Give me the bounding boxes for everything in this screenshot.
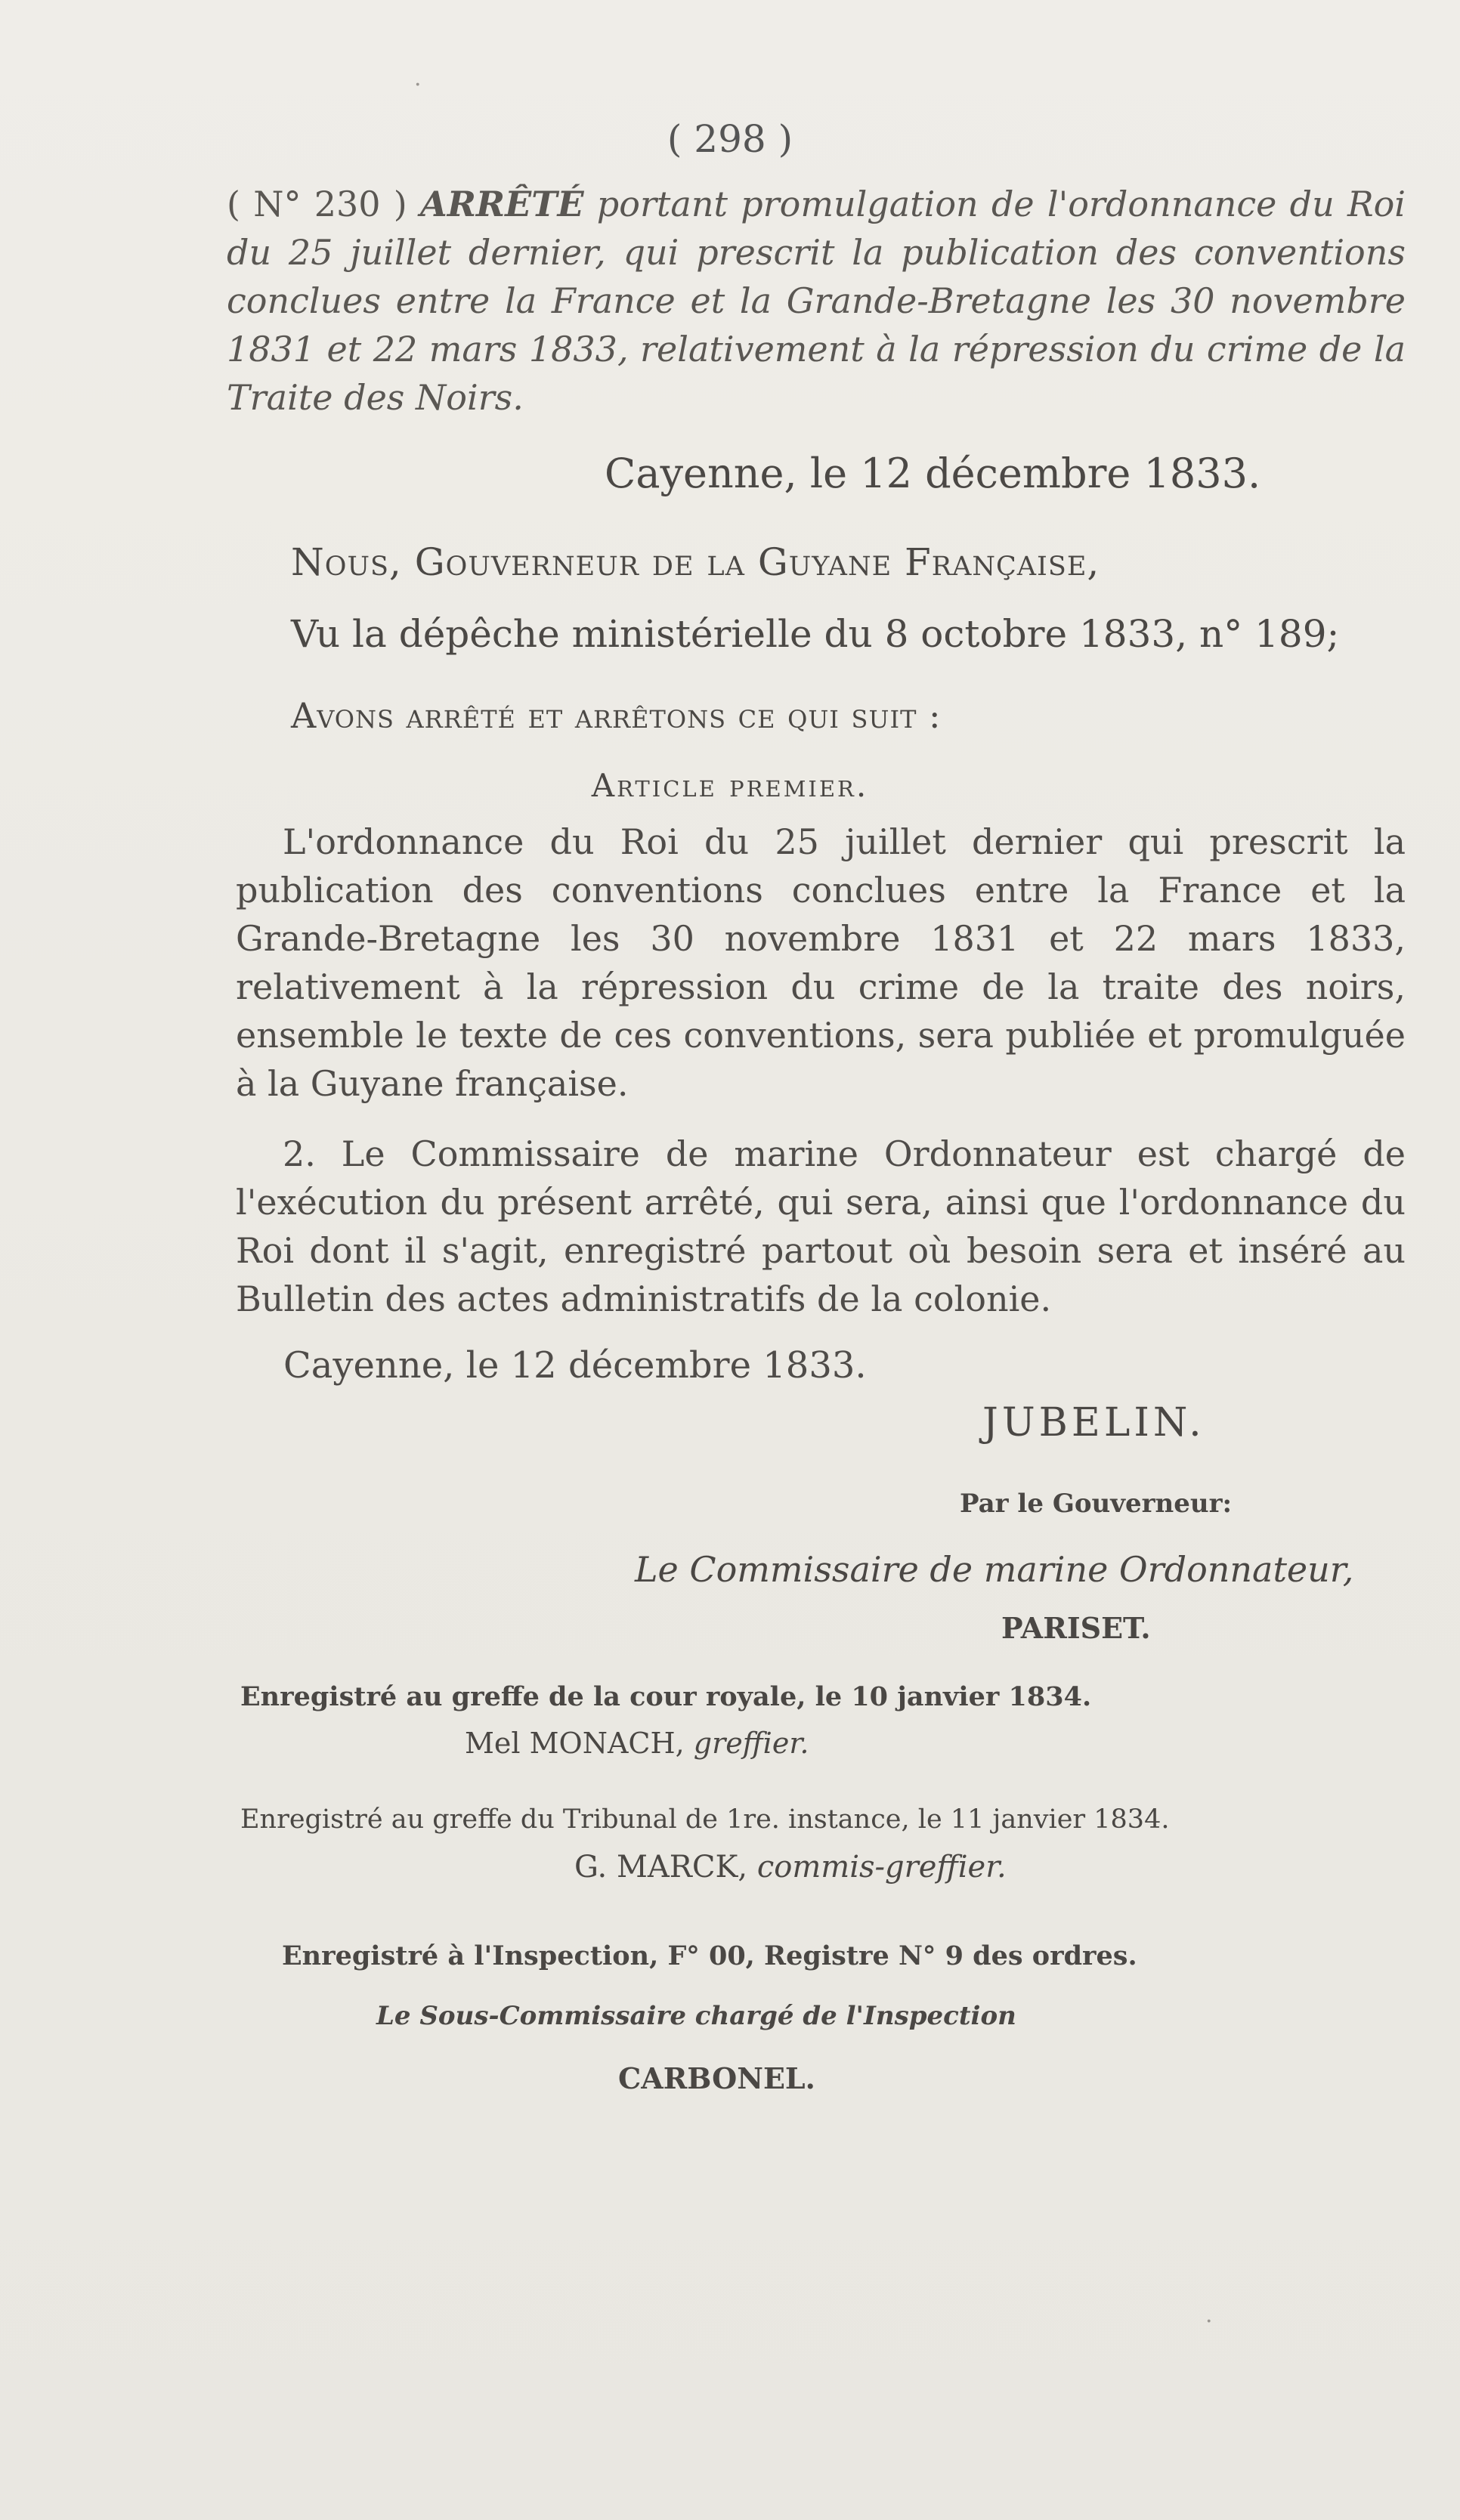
registration-1-role: greffier. [693,1727,809,1760]
paper-speck: · [1205,2308,1213,2335]
registration-2-name: G. MARCK, [574,1850,748,1885]
dateline: Cayenne, le 12 décembre 1833. [605,450,1261,497]
governor-line: Nous, Gouverneur de la Guyane Française, [291,540,1100,584]
closing-date: Cayenne, le 12 décembre 1833. [283,1344,867,1387]
paper-speck: · [414,72,422,98]
article-title: Article premier. [591,767,869,804]
decree-number: ( N° 230 ) [227,184,407,224]
dispatch-reference: Vu la dépêche ministérielle du 8 octobre 1833, n° 189; [291,612,1340,656]
registration-1-name: Mel MONACH, [465,1727,685,1760]
article-2: 2. Le Commissaire de marine Ordonnateur est chargé de l'exécution du présent arrêté, qui sera, ainsi que l'ordonnance du Roi dont il s'agit, enregistré partout où besoin sera et inséré au Bulletin des actes administratifs de la colonie. [236,1133,1406,1319]
enacting-clause: Avons arrêté et arrêtons ce qui suit : [291,695,942,736]
article-1: L'ordonnance du Roi du 25 juillet dernier qui prescrit la publication des conventions conclues entre la France et la Grande-Bretagne les 30 novembre 1831 et 22 mars 1833, relativement à la répression du crime de la traite des noirs, ensemble le texte de ces conventions, sera publiée et promulguée à la Guyane française. [236,821,1406,1104]
decree-subject: portant promulgation de l'ordonnance du Roi du 25 juillet dernier, qui prescrit la publication des conventions conclues entre la France et la Grande-Bretagne les 30 novembre 1831 et 22 mars 1833, relativement à la répression du crime de la Traite des Noirs. [227,184,1406,418]
decree-keyword: ARRÊTÉ [420,184,584,224]
registration-2-role: commis-greffier. [756,1850,1007,1885]
signature-jubelin: JUBELIN. [982,1400,1205,1446]
commissaire-title: Le Commissaire de marine Ordonnateur, [635,1549,1354,1590]
registration-1: Enregistré au greffe de la cour royale, le 10 janvier 1834. [240,1681,1092,1712]
page-number: ( 298 ) [667,117,793,161]
registration-2: Enregistré au greffe du Tribunal de 1re. instance, le 11 janvier 1834. [240,1804,1170,1835]
registration-3-name: CARBONEL. [618,2061,815,2095]
registration-3-role: Le Sous-Commissaire chargé de l'Inspection [376,2001,1016,2031]
signature-pariset: PARISET. [1001,1611,1151,1645]
registration-2-signatory [574,1850,1007,1885]
registration-1-signatory [465,1727,809,1760]
decree-heading [227,180,1406,422]
par-le-gouverneur: Par le Gouverneur: [960,1489,1233,1519]
registration-3: Enregistré à l'Inspection, F° 00, Registre N° 9 des ordres. [282,1940,1137,1971]
